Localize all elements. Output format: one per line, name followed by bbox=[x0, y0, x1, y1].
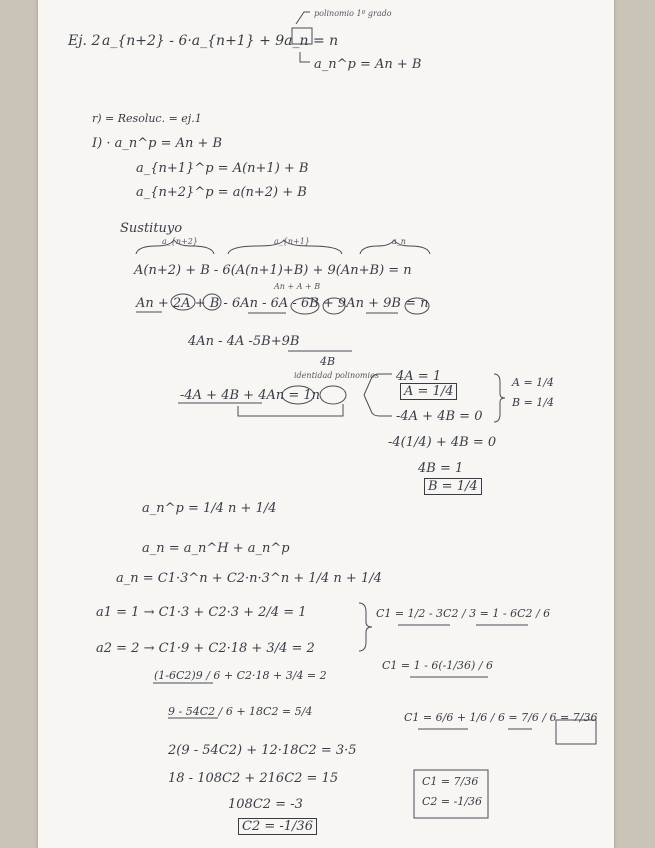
brace-a1a2 bbox=[359, 603, 372, 651]
initial-condition-2: a2 = 2 → C1·9 + C2·18 + 3/4 = 2 bbox=[96, 641, 315, 656]
brace-label-an2: a_{n+2} bbox=[162, 237, 198, 246]
an2-form: a_{n+2}^p = a(n+2) + B bbox=[136, 185, 307, 200]
hint-tick bbox=[296, 12, 310, 24]
result-a: A = 1/4 bbox=[512, 376, 554, 389]
bracket-system-low bbox=[238, 404, 343, 416]
c1-result: C1 = 6/6 + 1/6 / 6 = 7/6 / 6 = 7/36 bbox=[404, 711, 598, 724]
collected-4b: 4B bbox=[320, 355, 336, 368]
general-sum: a_n = a_n^H + a_n^p bbox=[142, 541, 290, 556]
substituted-equation: A(n+2) + B - 6(A(n+1)+B) + 9(An+B) = n bbox=[134, 263, 412, 278]
b-value: B = 1/4 bbox=[424, 478, 482, 495]
notebook-page bbox=[38, 0, 614, 848]
simplify-step: 9 - 54C2 / 6 + 18C2 = 5/4 bbox=[168, 705, 313, 718]
resolution-note: r) = Resoluc. = ej.1 bbox=[92, 112, 202, 125]
an1-form: a_{n+1}^p = A(n+1) + B bbox=[136, 161, 309, 176]
general-solution: a_n = C1·3^n + C2·n·3^n + 1/4 n + 1/4 bbox=[116, 571, 382, 586]
multiply-step: 2(9 - 54C2) + 12·18C2 = 3·5 bbox=[168, 743, 357, 758]
c1-substituted: C1 = 1 - 6(-1/36) / 6 bbox=[382, 659, 494, 672]
result-b: B = 1/4 bbox=[512, 396, 554, 409]
step-one: I) · a_n^p = An + B bbox=[92, 136, 223, 151]
final-c2: C2 = -1/36 bbox=[422, 795, 483, 808]
brace-result bbox=[494, 374, 505, 422]
particular-form: a_n^p = An + B bbox=[314, 57, 422, 72]
collected-terms: 4An - 4A -5B+9B bbox=[188, 334, 300, 349]
recurrence-equation: a_{n+2} - 6·a_{n+1} + 9a_n = n bbox=[102, 33, 339, 49]
c2-value: C2 = -1/36 bbox=[238, 818, 317, 835]
four-b: 4B = 1 bbox=[418, 461, 464, 476]
initial-condition-1: a1 = 1 → C1·3 + C2·3 + 2/4 = 1 bbox=[96, 605, 307, 620]
substitution-step: (1-6C2)9 / 6 + C2·18 + 3/4 = 2 bbox=[154, 669, 327, 682]
simplified-equation: -4A + 4B + 4An = 1n bbox=[180, 388, 321, 403]
circle-1n bbox=[320, 386, 346, 404]
expansion-note: An + A + B bbox=[274, 282, 321, 291]
hint-polynomial: polinomio 1º grado bbox=[314, 9, 392, 18]
c2-equation: 108C2 = -3 bbox=[228, 797, 303, 812]
expanded-equation: An + 2A + B - 6An - 6A - 6B + 9An + 9B = n bbox=[136, 296, 429, 311]
brace-label-an1: a_{n+1} bbox=[274, 237, 310, 246]
expand-step: 18 - 108C2 + 216C2 = 15 bbox=[168, 771, 339, 786]
c1-expression: C1 = 1/2 - 3C2 / 3 = 1 - 6C2 / 6 bbox=[376, 607, 551, 620]
brace-label-an: a_n bbox=[392, 237, 406, 246]
system-eq1: 4A = 1 bbox=[396, 369, 442, 384]
identity-note: identidad polinomios bbox=[294, 371, 379, 380]
substitute-label: Sustituyo bbox=[120, 221, 183, 236]
brace-system bbox=[364, 374, 392, 416]
hint-arrow bbox=[300, 52, 310, 62]
exercise-number: Ej. 2 bbox=[68, 33, 101, 49]
system-eq2: -4A + 4B = 0 bbox=[396, 409, 483, 424]
particular-solution: a_n^p = 1/4 n + 1/4 bbox=[142, 501, 277, 516]
solve-b: -4(1/4) + 4B = 0 bbox=[388, 435, 497, 450]
final-c1: C1 = 7/36 bbox=[422, 775, 479, 788]
system-a-value: A = 1/4 bbox=[400, 383, 457, 400]
